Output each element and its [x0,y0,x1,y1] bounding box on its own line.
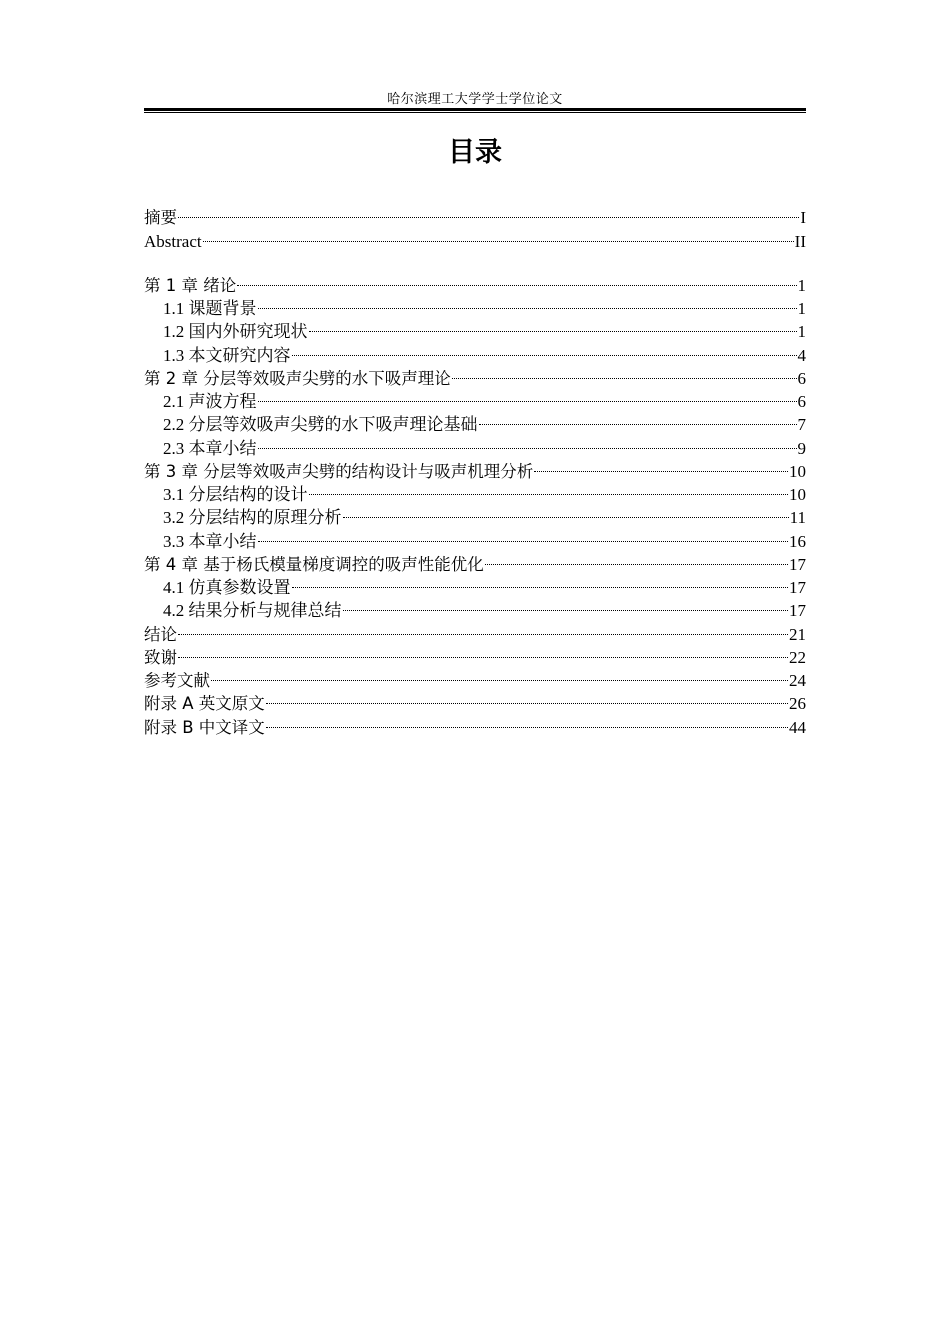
toc-leader-dots [258,291,797,314]
toc-entry-page: 21 [789,624,806,644]
toc-entry-page: 17 [789,601,806,621]
toc-entry-label: 附录 A 英文原文 [144,694,265,714]
toc-leader-dots [452,361,797,384]
toc-entry-label: 第 3 章 分层等效吸声尖劈的结构设计与吸声机理分析 [144,461,534,481]
toc-leader-dots [309,314,797,337]
toc-leader-dots [292,570,789,593]
toc-entry-page: I [800,208,806,228]
toc-leader-dots [203,223,794,246]
toc-entry-label: 第 4 章 基于杨氏模量梯度调控的吸声性能优化 [144,554,484,574]
toc-leader-dots [292,337,797,360]
toc-leader-dots [266,709,788,732]
toc-entry-label: 摘要 [144,208,177,228]
toc-entry-references[interactable] [144,663,806,690]
toc-leader-dots [178,616,788,639]
toc-entry-label: 2.3 本章小结 [163,438,257,458]
toc-entry-abstract-en[interactable] [144,223,806,251]
toc-entry-label: 2.1 声波方程 [163,392,257,411]
toc-entry-page: 10 [789,461,806,481]
toc-title: 目录 [448,137,502,168]
toc-entry-section-1-1[interactable] [144,291,806,318]
toc-entry-acknowledgements[interactable] [144,640,806,667]
toc-leader-dots [266,686,788,709]
toc-entry-conclusion[interactable] [144,616,806,644]
toc-entry-appendix-a[interactable] [144,686,806,714]
toc-entry-label: 1.2 国内外研究现状 [163,322,308,342]
toc-entry-label: 4.2 结果分析与规律总结 [163,601,342,621]
toc-entry-page: 16 [789,531,806,551]
toc-entry-page: 24 [789,671,806,690]
toc-entry-label: 参考文献 [144,671,210,690]
toc-entry-page: 4 [797,345,806,365]
toc-entry-page: 10 [789,485,806,504]
table-of-contents [144,200,806,737]
toc-entry-page: 1 [797,275,806,295]
toc-entry-page: II [794,231,806,251]
toc-entry-label: 附录 B 中文译文 [144,717,265,737]
toc-entry-page: 9 [797,438,806,458]
toc-entry-label: 第 2 章 分层等效吸声尖劈的水下吸声理论 [144,368,451,388]
toc-entry-label: 1.3 本文研究内容 [163,345,291,365]
toc-entry-label: 1.1 课题背景 [163,299,257,318]
toc-leader-dots [479,407,797,430]
header-rule-thin [144,112,806,113]
toc-entry-label: 2.2 分层等效吸声尖劈的水下吸声理论基础 [163,415,478,435]
toc-entry-label: 致谢 [144,647,177,667]
toc-entry-page: 44 [789,717,806,737]
toc-entry-label: 结论 [144,624,177,644]
toc-entry-page: 17 [789,578,806,597]
toc-leader-dots [258,523,789,546]
toc-entry-abstract-cn[interactable] [144,200,806,228]
toc-entry-page: 17 [789,554,806,574]
toc-leader-dots [309,477,789,500]
toc-entry-page: 22 [789,647,806,667]
toc-leader-dots [343,500,789,523]
toc-leader-dots [178,640,788,663]
toc-leader-dots [534,454,788,477]
toc-entry-chapter-1[interactable] [144,268,806,295]
toc-leader-dots [211,663,788,686]
toc-entry-page: 6 [797,368,806,388]
running-header: 哈尔滨理工大学学士学位论文 [387,91,563,106]
toc-leader-dots [178,200,799,223]
toc-leader-dots [485,547,788,570]
toc-leader-dots [237,268,796,291]
toc-entry-page: 11 [789,508,806,528]
toc-leader-dots [343,593,789,616]
toc-entry-label: 3.3 本章小结 [163,531,257,551]
toc-leader-dots [258,430,797,453]
header-rule [144,108,806,111]
toc-entry-label: 4.1 仿真参数设置 [163,578,291,597]
toc-entry-label: 3.2 分层结构的原理分析 [163,508,342,528]
toc-entry-page: 1 [797,322,806,342]
toc-entry-page: 1 [797,299,806,318]
toc-entry-label: 3.1 分层结构的设计 [163,485,308,504]
toc-entry-page: 6 [797,392,806,411]
toc-entry-label: Abstract [144,231,202,251]
toc-entry-label: 第 1 章 绪论 [144,275,237,295]
toc-leader-dots [258,384,797,407]
toc-entry-page: 7 [797,415,806,435]
toc-entry-page: 26 [789,694,806,714]
